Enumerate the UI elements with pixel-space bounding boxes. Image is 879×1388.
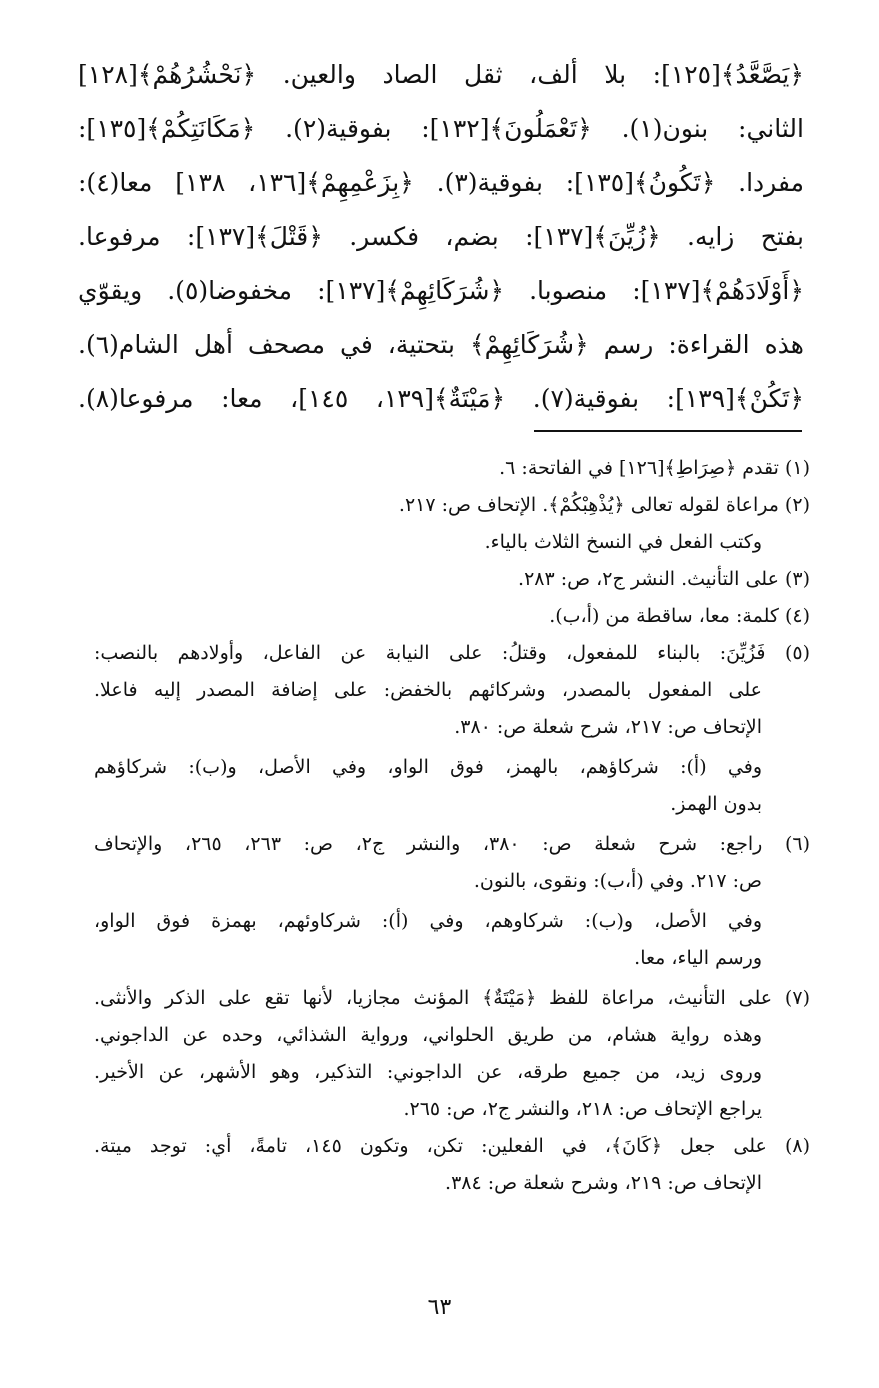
page-number: ٦٣ [427,1295,452,1320]
footnote-line: (٨) على جعل ﴿كَانَ﴾، في الفعلين: تكن، وتكون ١٤٥، تامةً، أي: توجد ميتة. [94,1135,810,1157]
footnote-line: وهذه رواية هشام، من طريق الحلواني، ورواية الشذائي، وحده عن الداجوني. [94,1024,762,1046]
main-text-line: مفردا. ﴿تَكُونُ﴾[١٣٥]: بفوقية(٣). ﴿بِزَعْمِهِمْ﴾[١٣٦، ١٣٨] معا(٤): [78,168,804,197]
footnote-line: بدون الهمز. [670,793,762,815]
main-text-line: ﴿تَكُنْ﴾[١٣٩]: بفوقية(٧). ﴿مَيْتَةٌ﴾[١٣٩، ١٤٥]، معا: مرفوعا(٨). [78,384,804,413]
main-text-line: بفتح زايه. ﴿زُيِّنَ﴾[١٣٧]: بضم، فكسر. ﴿قَتْلَ﴾[١٣٧]: مرفوعا. [78,222,804,251]
footnote-line: الإتحاف ص: ٢١٧، شرح شعلة ص: ٣٨٠. [454,716,762,738]
footnote-6 [94,826,810,977]
footnote-line: الإتحاف ص: ٢١٩، وشرح شعلة ص: ٣٨٤. [445,1172,762,1194]
footnote-line: (٥) فَزُيِّنَ: بالبناء للمفعول، وقتلُ: على النيابة عن الفاعل، وأولادهم بالنصب: [94,642,810,664]
footnote-line: وكتب الفعل في النسخ الثلاث بالياء. [484,531,762,553]
footnote-line: (٢) مراعاة لقوله تعالى ﴿يُذْهِبْكُمْ﴾. الإتحاف ص: ٢١٧. [398,494,810,516]
main-text-line: ﴿يَصَّعَّدُ﴾[١٢٥]: بلا ألف، ثقل الصاد والعين. ﴿نَحْشُرُهُمْ﴾[١٢٨] [78,60,804,89]
footnote-line: يراجع الإتحاف ص: ٢١٨، والنشر ج٢، ص: ٢٦٥. [403,1098,762,1120]
footnote-line: ورسم الياء، معا. [634,947,762,969]
footnote-separator [534,430,802,432]
footnote-line: (٣) على التأنيث. النشر ج٢، ص: ٢٨٣. [518,568,810,590]
footnotes [94,450,810,1202]
footnote-line: (١) تقدم ﴿صِرَاطِ﴾[١٢٦] في الفاتحة: ٦. [499,457,810,479]
footnote-line: وفي (أ): شركاؤهم، بالهمز، فوق الواو، وفي الأصل، و(ب): شركاؤهم [94,756,762,778]
footnote-line: (٤) كلمة: معا، ساقطة من (أ،ب). [549,605,810,627]
footnote-line: وفي الأصل، و(ب): شركاوهم، وفي (أ): شركاوئهم، بهمزة فوق الواو، [94,910,762,932]
main-text-line: هذه القراءة: رسم ﴿شُرَكَائِهِمْ﴾ بتحتية، في مصحف أهل الشام(٦). [78,330,804,359]
main-text-line: الثاني: بنون(١). ﴿تَعْمَلُونَ﴾[١٣٢]: بفوقية(٢). ﴿مَكَانَتِكُمْ﴾[١٣٥]: [78,114,804,143]
footnote-line: وروى زيد، من جميع طرقه، عن الداجوني: التذكير، وهو الأشهر، عن الأخير. [94,1061,762,1083]
main-text [78,48,804,426]
footnote-5 [94,635,810,823]
footnote-line: على المفعول بالمصدر، وشركائهم بالخفض: على إضافة المصدر إليه فاعلا. [94,679,762,701]
main-text-line: ﴿أَوْلَادَهُمْ﴾[١٣٧]: منصوبا. ﴿شُرَكَائِهِمْ﴾[١٣٧]: مخفوضا(٥). ويقوّي [78,276,804,305]
footnote-3 [94,561,810,598]
footnote-line: ص: ٢١٧. وفي (أ،ب): ونقوى، بالنون. [473,870,762,892]
footnote-7 [94,980,810,1128]
footnote-4 [94,598,810,635]
footnote-line: (٦) راجع: شرح شعلة ص: ٣٨٠، والنشر ج٢، ص: ٢٦٣، ٢٦٥، والإتحاف [94,833,810,855]
footnote-2 [94,487,810,561]
footnote-line: (٧) على التأنيث، مراعاة للفظ ﴿مَيْتَةٌ﴾ المؤنث مجازيا، لأنها تقع على الذكر والأنثى. [94,987,810,1009]
footnote-1 [94,450,810,487]
footnote-8 [94,1128,810,1202]
